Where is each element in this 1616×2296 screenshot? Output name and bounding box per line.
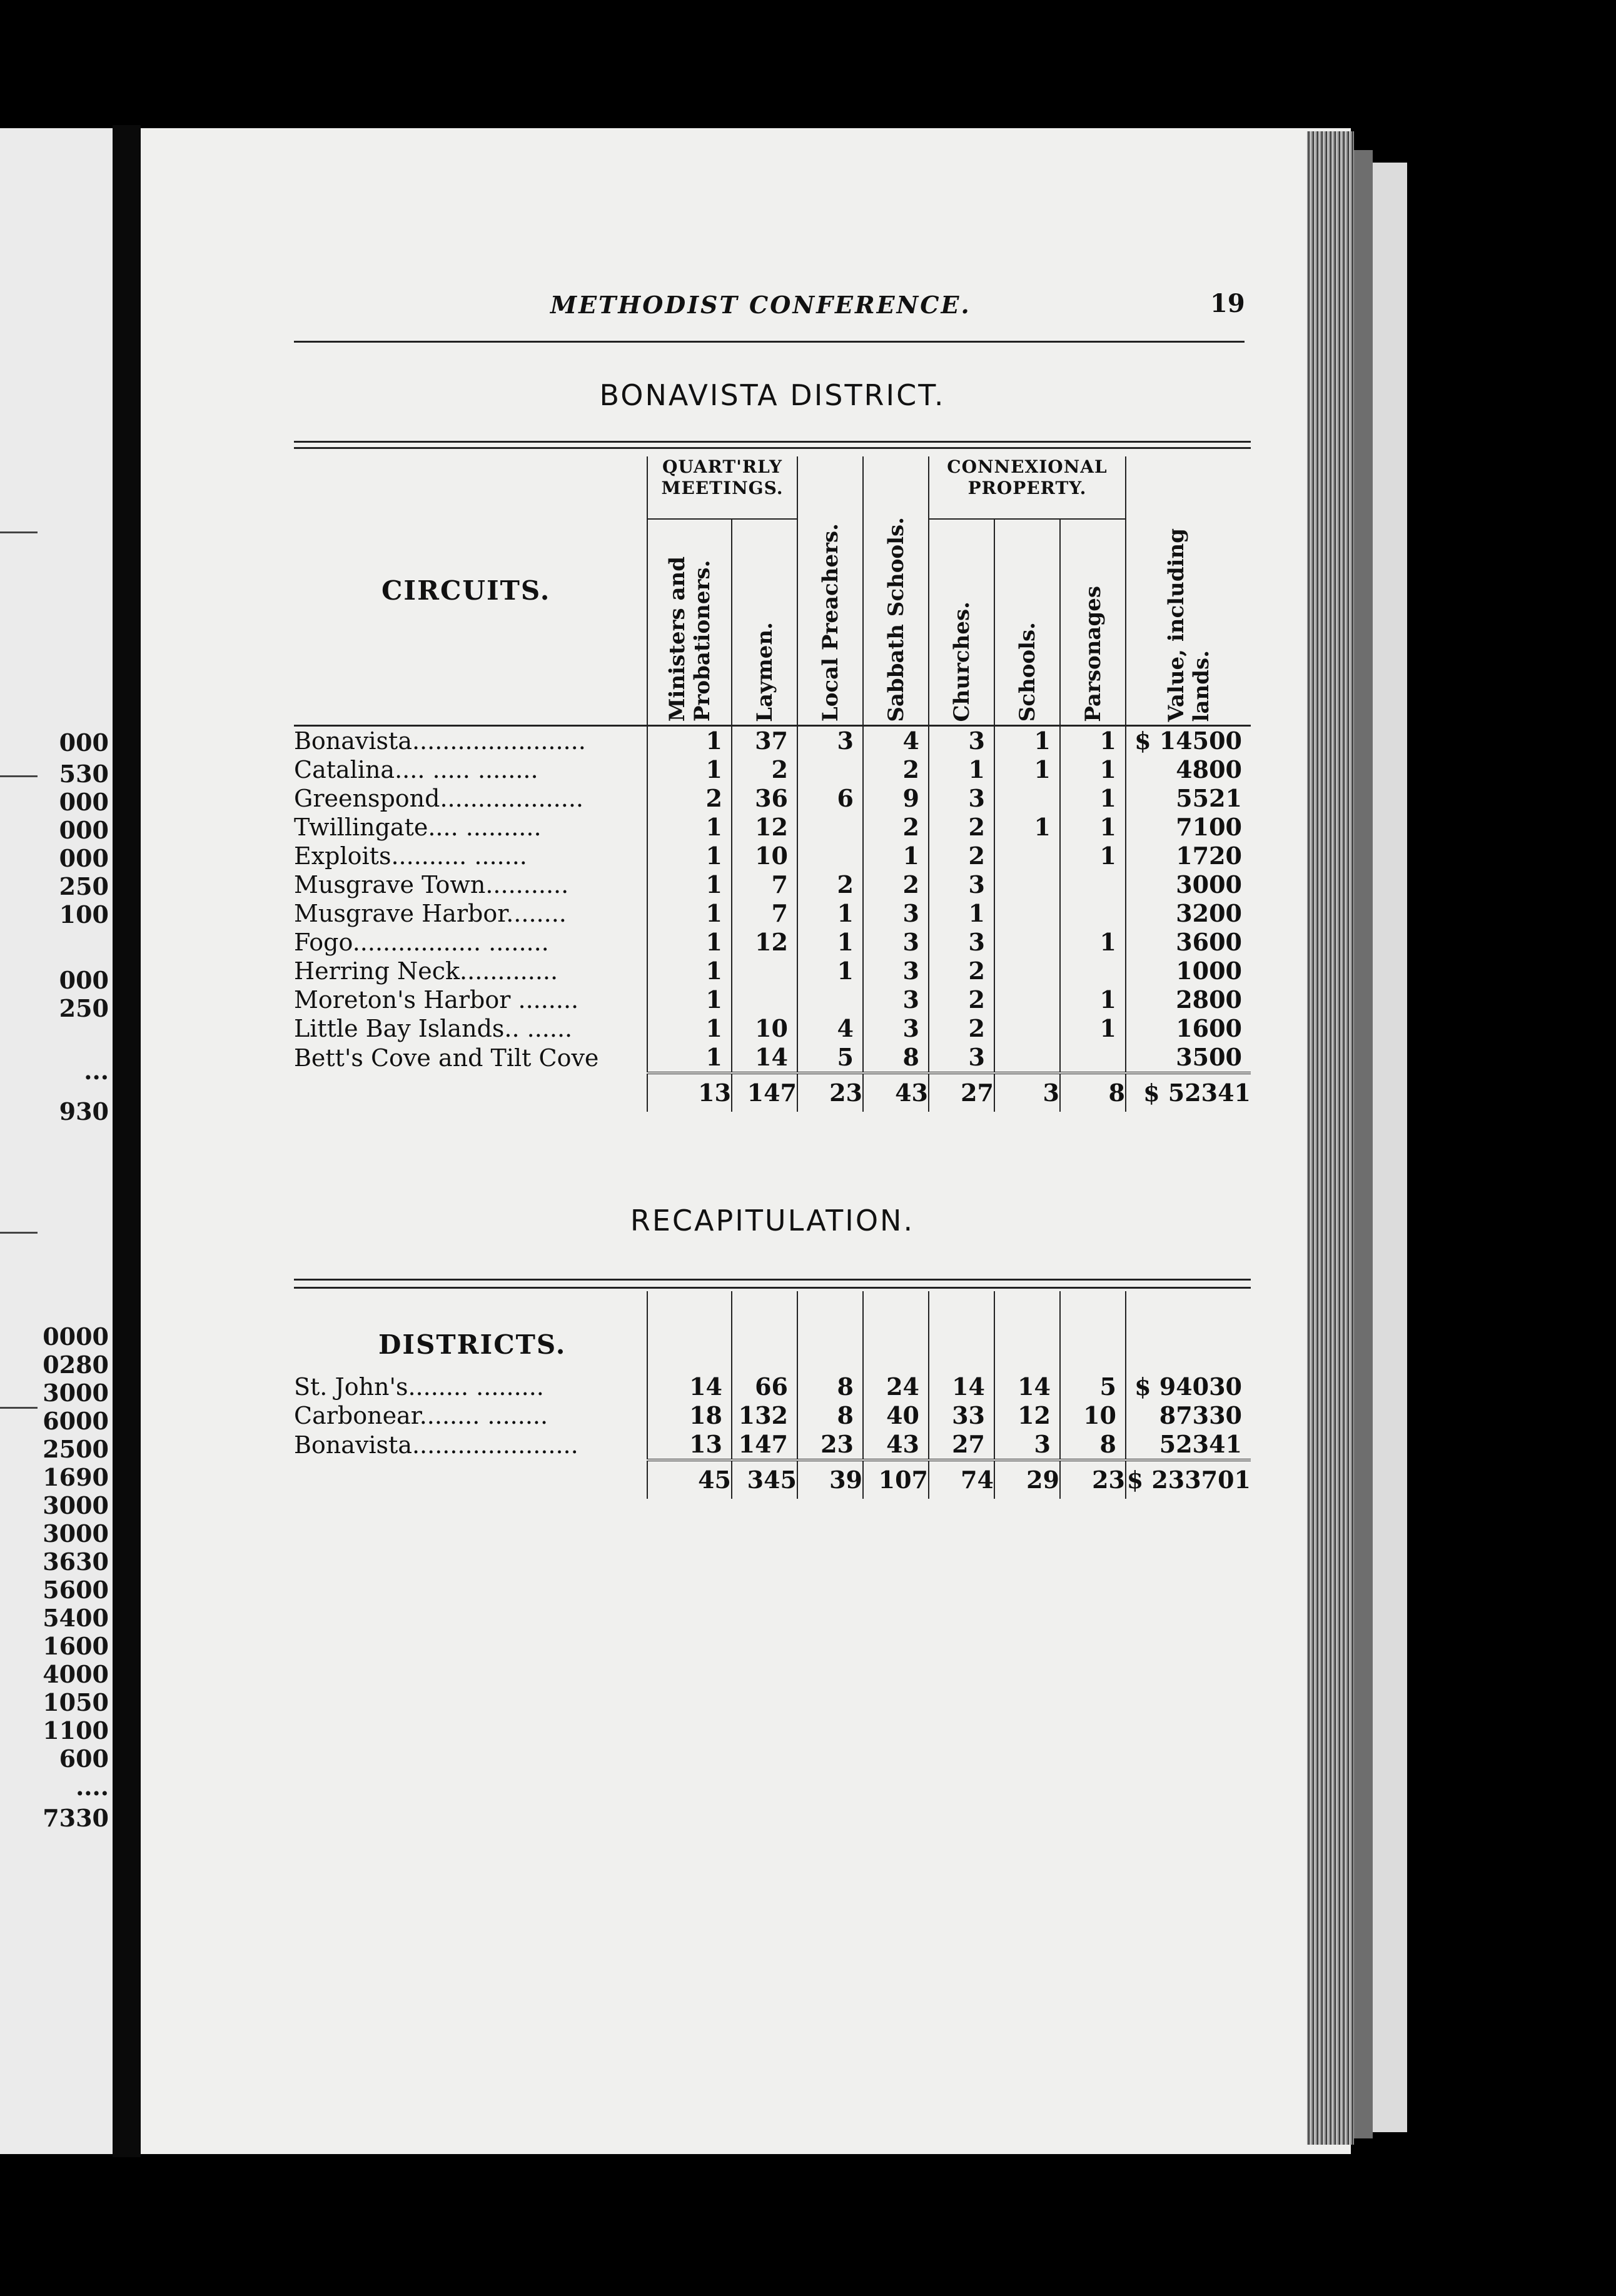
table-cell <box>994 985 1060 1014</box>
table-cell: 8 <box>863 1043 929 1073</box>
row-label: Fogo................. ........ <box>294 928 549 956</box>
col-header-local-preachers: Local Preachers. <box>797 456 863 725</box>
table-cell <box>797 842 863 870</box>
row-label: Exploits.......... ....... <box>294 842 527 870</box>
table-cell: 1 <box>647 899 732 928</box>
table-cell: 18 <box>647 1401 732 1430</box>
left-page-value: 000 <box>59 844 109 872</box>
circuit-row <box>294 899 1251 928</box>
table-cell: 3500 <box>1126 1043 1251 1073</box>
table-cell: 1 <box>797 899 863 928</box>
table-cell: 1 <box>647 957 732 985</box>
table-cell: 1 <box>647 870 732 899</box>
table-cell: 23 <box>797 1430 863 1460</box>
table-cell: 5 <box>1060 1372 1126 1401</box>
table-cell: 3 <box>797 725 863 755</box>
table-cell: 10 <box>732 1014 797 1043</box>
table-cell: 1000 <box>1126 957 1251 985</box>
connexional-property-group: CONNEXIONAL PROPERTY. <box>929 456 1126 519</box>
table-cell <box>994 842 1060 870</box>
table-cell: 52341 <box>1126 1430 1251 1460</box>
recap-top-rule <box>294 1287 1251 1289</box>
left-page-value: 1050 <box>43 1688 109 1716</box>
table-cell <box>994 784 1060 813</box>
left-page-value: 1690 <box>43 1463 109 1491</box>
col-header-parsonages: Parsonages <box>1060 519 1126 725</box>
table-cell: 3 <box>929 784 994 813</box>
total-cell: 3 <box>994 1073 1060 1112</box>
header-rule <box>294 341 1245 343</box>
table-cell: 1 <box>1060 813 1126 842</box>
table-cell: 147 <box>732 1430 797 1460</box>
circuit-row <box>294 870 1251 899</box>
table-cell <box>994 1014 1060 1043</box>
left-page-rule <box>0 531 38 533</box>
table-cell <box>797 813 863 842</box>
table-cell: 2 <box>732 755 797 784</box>
table-cell: 1 <box>647 842 732 870</box>
table-cell: 40 <box>863 1401 929 1430</box>
col-header-laymen: Laymen. <box>732 519 797 725</box>
table-cell <box>994 1043 1060 1073</box>
row-label: Bonavista...................... <box>294 1431 578 1459</box>
circuit-row <box>294 928 1251 957</box>
circuit-row <box>294 985 1251 1014</box>
district-row <box>294 1372 1251 1401</box>
table-cell: 87330 <box>1126 1401 1251 1430</box>
table-cell: 1 <box>863 842 929 870</box>
totals-label <box>294 1073 647 1112</box>
col-header-sabbath-schools: Sabbath Schools. <box>863 456 929 725</box>
table-cell: 3 <box>929 1043 994 1073</box>
table-cell <box>994 957 1060 985</box>
table-cell: 3000 <box>1126 870 1251 899</box>
table-cell: 2 <box>863 755 929 784</box>
table-cell: 3200 <box>1126 899 1251 928</box>
table-cell: 4800 <box>1126 755 1251 784</box>
left-page-value: 250 <box>59 872 109 900</box>
table-cell: 2 <box>929 842 994 870</box>
col-header-ministers: Ministers and Probationers. <box>647 519 732 725</box>
table-cell: 27 <box>929 1430 994 1460</box>
table-cell: 1720 <box>1126 842 1251 870</box>
left-page-value: 000 <box>59 728 109 757</box>
table-cell <box>1060 1043 1126 1073</box>
total-cell: $ 233701 <box>1126 1460 1251 1499</box>
table-cell: 3600 <box>1126 928 1251 957</box>
left-page-value: 000 <box>59 816 109 844</box>
left-page-value: 5600 <box>43 1576 109 1604</box>
left-page-value: 7330 <box>43 1804 109 1832</box>
table-cell: $ 14500 <box>1126 725 1251 755</box>
table-cell: 2 <box>863 870 929 899</box>
table-cell: 1 <box>1060 784 1126 813</box>
table-cell: 1 <box>1060 755 1126 784</box>
table-cell: 14 <box>929 1372 994 1401</box>
total-cell: 39 <box>797 1460 863 1499</box>
table-cell: 5521 <box>1126 784 1251 813</box>
table-cell: 1600 <box>1126 1014 1251 1043</box>
col-header-churches: Churches. <box>929 519 994 725</box>
table-cell: 43 <box>863 1430 929 1460</box>
total-cell: 345 <box>732 1460 797 1499</box>
table-cell: 13 <box>647 1430 732 1460</box>
col-header-value: Value, including lands. <box>1126 456 1251 725</box>
total-cell: 147 <box>732 1073 797 1112</box>
circuit-row <box>294 755 1251 784</box>
totals-label <box>294 1460 647 1499</box>
page-edge-shadow <box>1354 150 1373 2138</box>
table-cell: 2800 <box>1126 985 1251 1014</box>
left-page-value: 530 <box>59 760 109 788</box>
table-cell: 1 <box>994 755 1060 784</box>
table-cell: 1 <box>647 725 732 755</box>
left-page-value: 930 <box>59 1097 109 1125</box>
table-cell: 14 <box>647 1372 732 1401</box>
row-label: Carbonear........ ........ <box>294 1402 548 1429</box>
table-cell: 1 <box>647 813 732 842</box>
next-page-edge <box>1373 163 1407 2132</box>
left-page-value: 2500 <box>43 1435 109 1463</box>
row-label: Moreton's Harbor ........ <box>294 985 579 1014</box>
total-cell: 43 <box>863 1073 929 1112</box>
district-row <box>294 1430 1251 1460</box>
left-page-value: 3000 <box>43 1519 109 1548</box>
table-top-rule <box>294 441 1251 443</box>
row-label: Greenspond................... <box>294 784 583 812</box>
table-cell: 24 <box>863 1372 929 1401</box>
table-cell: 3 <box>929 725 994 755</box>
circuit-row <box>294 784 1251 813</box>
table-top-rule <box>294 447 1251 449</box>
left-page-value: 6000 <box>43 1407 109 1435</box>
table-cell: 1 <box>1060 725 1126 755</box>
table-cell: 2 <box>863 813 929 842</box>
table-cell: 1 <box>1060 842 1126 870</box>
left-page-rule <box>0 1232 38 1234</box>
left-page-rule <box>0 1407 38 1409</box>
table-cell: 132 <box>732 1401 797 1430</box>
table-cell <box>797 985 863 1014</box>
table-cell: 12 <box>994 1401 1060 1430</box>
table-cell: 3 <box>863 899 929 928</box>
table-cell: 3 <box>994 1430 1060 1460</box>
row-label: Bett's Cove and Tilt Cove <box>294 1044 599 1072</box>
table-cell: 10 <box>1060 1401 1126 1430</box>
circuits-header: CIRCUITS. <box>381 575 551 606</box>
total-cell: 8 <box>1060 1073 1126 1112</box>
left-page-value: 100 <box>59 900 109 929</box>
table-cell: 33 <box>929 1401 994 1430</box>
table-cell: 66 <box>732 1372 797 1401</box>
table-cell: 1 <box>797 928 863 957</box>
table-cell: 5 <box>797 1043 863 1073</box>
district-title: BONAVISTA DISTRICT. <box>599 378 946 412</box>
total-cell: 23 <box>797 1073 863 1112</box>
left-page-value: 1100 <box>43 1716 109 1745</box>
row-label: Twillingate.... .......... <box>294 813 542 841</box>
left-page-value: 0000 <box>43 1322 109 1351</box>
table-cell: 3 <box>929 870 994 899</box>
table-cell <box>994 870 1060 899</box>
circuit-row <box>294 813 1251 842</box>
left-page-value: 5400 <box>43 1604 109 1632</box>
table-cell: 2 <box>929 957 994 985</box>
left-page-value: ... <box>84 1057 109 1085</box>
row-label: Little Bay Islands.. ...... <box>294 1014 573 1042</box>
page <box>141 128 1351 2154</box>
table-cell: 1 <box>929 755 994 784</box>
district-row <box>294 1401 1251 1430</box>
circuit-row <box>294 1014 1251 1043</box>
table-cell <box>994 899 1060 928</box>
table-cell <box>732 985 797 1014</box>
total-cell: $ 52341 <box>1126 1073 1251 1112</box>
left-page-value: 000 <box>59 788 109 816</box>
table-cell: 8 <box>1060 1430 1126 1460</box>
row-label: Musgrave Harbor........ <box>294 899 567 927</box>
table-cell: 6 <box>797 784 863 813</box>
table-cell <box>797 755 863 784</box>
total-cell: 29 <box>994 1460 1060 1499</box>
table-cell: 37 <box>732 725 797 755</box>
recap-title: RECAPITULATION. <box>630 1204 915 1237</box>
table-cell: 1 <box>994 725 1060 755</box>
table-cell: 8 <box>797 1372 863 1401</box>
district-table <box>294 456 1251 1112</box>
districts-header: DISTRICTS. <box>378 1329 567 1360</box>
table-cell: 1 <box>647 1043 732 1073</box>
table-cell: 3 <box>863 957 929 985</box>
table-cell: 3 <box>863 928 929 957</box>
table-cell: 1 <box>647 755 732 784</box>
total-cell: 27 <box>929 1073 994 1112</box>
table-cell: 4 <box>797 1014 863 1043</box>
totals-row <box>294 1073 1251 1112</box>
page-edge-stack <box>1307 131 1354 2145</box>
table-cell: 2 <box>929 985 994 1014</box>
left-facing-page <box>0 128 113 2154</box>
left-page-value: 3630 <box>43 1548 109 1576</box>
table-cell <box>994 928 1060 957</box>
table-cell: 3 <box>863 1014 929 1043</box>
total-cell: 23 <box>1060 1460 1126 1499</box>
table-cell: 12 <box>732 813 797 842</box>
col-header-schools: Schools. <box>994 519 1060 725</box>
left-page-rule <box>0 775 38 777</box>
table-cell: 8 <box>797 1401 863 1430</box>
running-header: METHODIST CONFERENCE. <box>550 291 971 319</box>
table-cell: 10 <box>732 842 797 870</box>
left-page-value: 0280 <box>43 1351 109 1379</box>
table-cell: 9 <box>863 784 929 813</box>
table-cell: 14 <box>732 1043 797 1073</box>
table-cell: 7 <box>732 870 797 899</box>
left-page-value: 3000 <box>43 1379 109 1407</box>
book-gutter <box>113 125 141 2157</box>
table-cell: 12 <box>732 928 797 957</box>
page-number: 19 <box>1210 289 1245 318</box>
table-cell: 4 <box>863 725 929 755</box>
recap-table <box>294 1291 1251 1499</box>
total-cell: 107 <box>863 1460 929 1499</box>
table-cell: 3 <box>929 928 994 957</box>
table-cell: 2 <box>929 813 994 842</box>
table-cell: 1 <box>929 899 994 928</box>
total-cell: 13 <box>647 1073 732 1112</box>
left-page-value: 4000 <box>43 1660 109 1688</box>
table-cell: 1 <box>647 1014 732 1043</box>
row-label: Bonavista....................... <box>294 727 586 755</box>
table-cell: 7 <box>732 899 797 928</box>
table-cell: 14 <box>994 1372 1060 1401</box>
table-cell: 36 <box>732 784 797 813</box>
circuit-row <box>294 842 1251 870</box>
quarterly-meetings-group: QUART'RLY MEETINGS. <box>647 456 797 519</box>
row-label: Musgrave Town........... <box>294 870 569 899</box>
total-cell: 74 <box>929 1460 994 1499</box>
table-cell: 1 <box>1060 928 1126 957</box>
left-page-value: 3000 <box>43 1491 109 1519</box>
table-cell: 7100 <box>1126 813 1251 842</box>
circuit-row <box>294 725 1251 755</box>
table-cell: 2 <box>647 784 732 813</box>
left-page-value: 600 <box>59 1745 109 1773</box>
total-cell: 45 <box>647 1460 732 1499</box>
table-cell: 2 <box>929 1014 994 1043</box>
table-cell <box>1060 957 1126 985</box>
table-cell: 1 <box>797 957 863 985</box>
table-cell: 1 <box>647 928 732 957</box>
row-label: Herring Neck............. <box>294 957 558 985</box>
recap-top-rule <box>294 1279 1251 1281</box>
table-cell <box>1060 899 1126 928</box>
table-cell <box>1060 870 1126 899</box>
table-cell: 1 <box>994 813 1060 842</box>
table-cell: 1 <box>1060 1014 1126 1043</box>
left-page-value: 000 <box>59 966 109 994</box>
circuit-row <box>294 957 1251 985</box>
left-page-value: 250 <box>59 994 109 1022</box>
totals-row <box>294 1460 1251 1499</box>
circuit-row <box>294 1043 1251 1073</box>
row-label: St. John's........ ......... <box>294 1373 544 1401</box>
table-cell: 2 <box>797 870 863 899</box>
left-page-value: 1600 <box>43 1632 109 1660</box>
left-page-value: .... <box>76 1773 109 1801</box>
table-cell: $ 94030 <box>1126 1372 1251 1401</box>
table-cell: 3 <box>863 985 929 1014</box>
table-cell <box>732 957 797 985</box>
table-cell: 1 <box>647 985 732 1014</box>
table-cell: 1 <box>1060 985 1126 1014</box>
row-label: Catalina.... ..... ........ <box>294 755 538 783</box>
